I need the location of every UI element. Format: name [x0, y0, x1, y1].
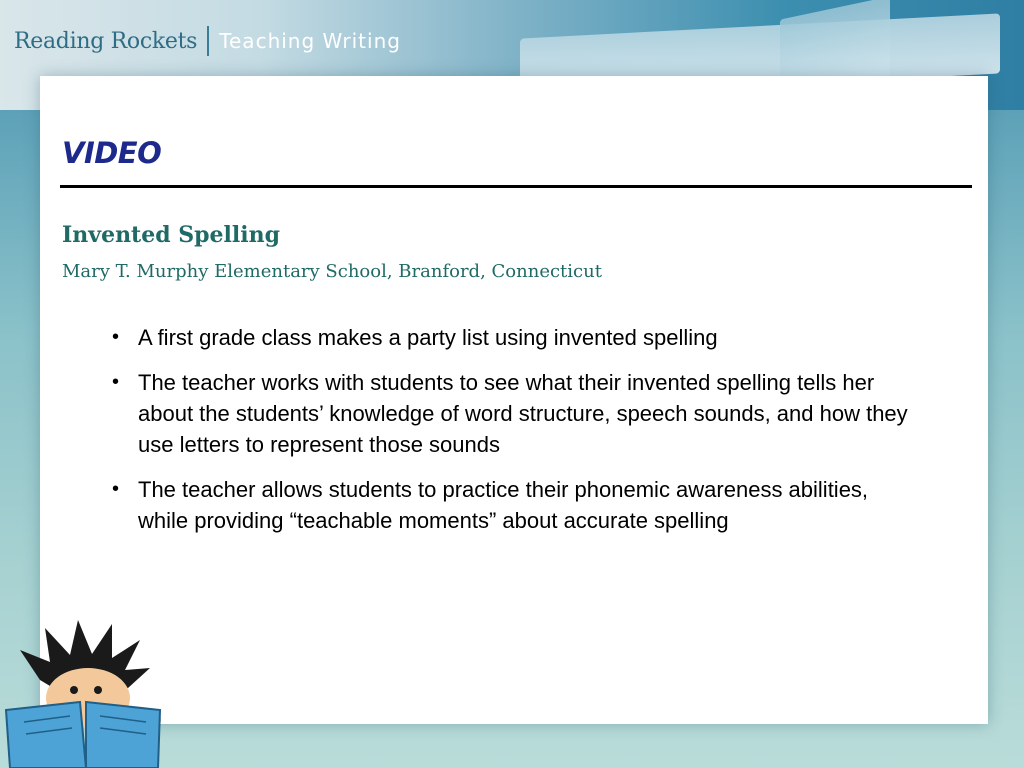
brand-divider	[207, 26, 209, 56]
bullet-icon: •	[112, 371, 120, 393]
bullet-icon: •	[112, 478, 120, 500]
eye-left	[70, 686, 78, 694]
title-divider	[60, 185, 972, 188]
book-left-page	[6, 702, 86, 768]
brand-secondary: Teaching Writing	[219, 29, 401, 53]
eye-right	[94, 686, 102, 694]
bullet-list	[112, 322, 912, 550]
bullet-icon: •	[112, 326, 120, 348]
book-right-page	[86, 702, 160, 768]
bullet-text: The teacher works with students to see what their invented spelling tells her about the students’ knowledge of word structure, speech sounds, and how they use letters to represent those sounds	[138, 370, 908, 457]
bullet-text: A first grade class makes a party list using invented spelling	[138, 325, 718, 350]
bullet-item	[112, 474, 912, 536]
slide-title: VIDEO	[62, 136, 162, 170]
reading-child-icon	[0, 610, 190, 768]
bullet-item	[112, 322, 912, 353]
video-heading: Invented Spelling	[62, 222, 280, 248]
bullet-text: The teacher allows students to practice their phonemic awareness abilities, while providing “teachable moments” about accurate spelling	[138, 477, 869, 533]
video-subheading: Mary T. Murphy Elementary School, Branford, Connecticut	[62, 261, 602, 282]
brand-logo	[14, 24, 401, 58]
bullet-item	[112, 367, 912, 460]
brand-primary: Reading Rockets	[14, 28, 198, 54]
